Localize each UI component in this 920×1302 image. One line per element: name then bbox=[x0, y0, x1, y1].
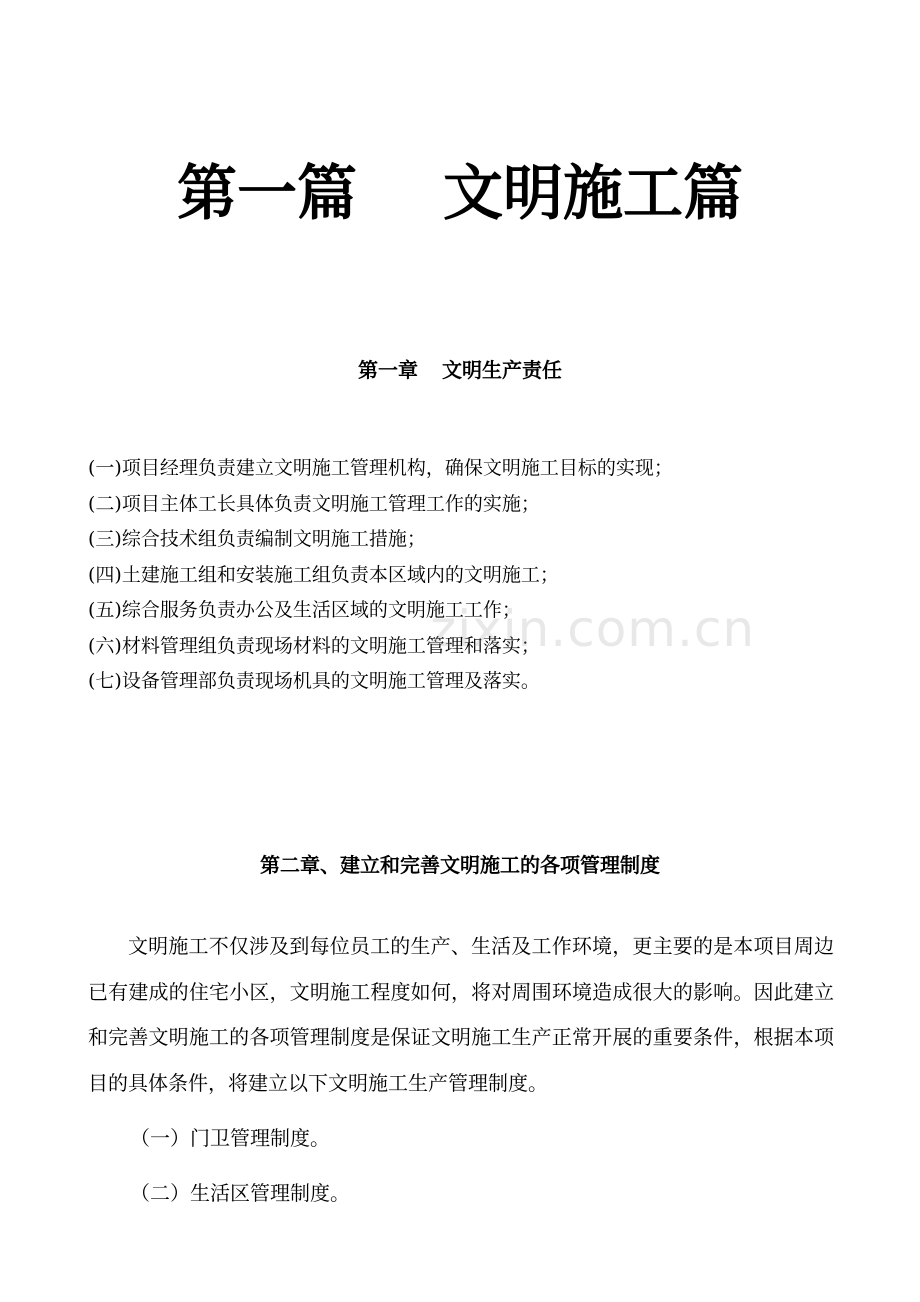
chapter-1-title bbox=[0, 356, 920, 384]
chapter-1-name: 文明生产责任 bbox=[442, 358, 562, 382]
responsibility-item: (七)设备管理部负责现场机具的文明施工管理及落实。 bbox=[88, 670, 540, 692]
chapter-2-title: 第二章、建立和完善文明施工的各项管理制度 bbox=[260, 853, 660, 877]
body-paragraph: 文明施工不仅涉及到每位员工的生产、生活及工作环境，更主要的是本项目周边已有建成的住宅小区，文明施工程度如何，将对周围环境造成很大的影响。因此建立和完善文明施工的各项管理制度是保证文明施工生产正常开展的重要条件，根据本项目的具体条件，将建立以下文明施工生产管理制度。 bbox=[88, 934, 834, 1095]
responsibility-item: (六)材料管理组负责现场材料的文明施工管理和落实； bbox=[88, 634, 540, 657]
system-item: （一）门卫管理制度。 bbox=[130, 1126, 330, 1150]
responsibility-item: (三)综合技术组负责编制文明施工措施； bbox=[88, 528, 426, 550]
responsibility-item: (四)土建施工组和安装施工组负责本区域内的文明施工； bbox=[88, 563, 559, 586]
responsibility-item: (二)项目主体工长具体负责文明施工管理工作的实施； bbox=[88, 492, 540, 515]
responsibility-item: (一)项目经理负责建立文明施工管理机构，确保文明施工目标的实现； bbox=[88, 457, 673, 479]
part-name: 文明施工篇 bbox=[443, 159, 743, 229]
system-item: （二）生活区管理制度。 bbox=[130, 1181, 350, 1205]
part-title bbox=[0, 158, 920, 230]
responsibility-item: (五)综合服务负责办公及生活区域的文明施工工作； bbox=[88, 599, 521, 621]
watermark: zixin.com.cn bbox=[430, 600, 756, 658]
responsibility-list bbox=[88, 454, 673, 703]
part-label: 第一篇 bbox=[177, 159, 357, 229]
chapter-1-label: 第一章 bbox=[358, 358, 418, 382]
